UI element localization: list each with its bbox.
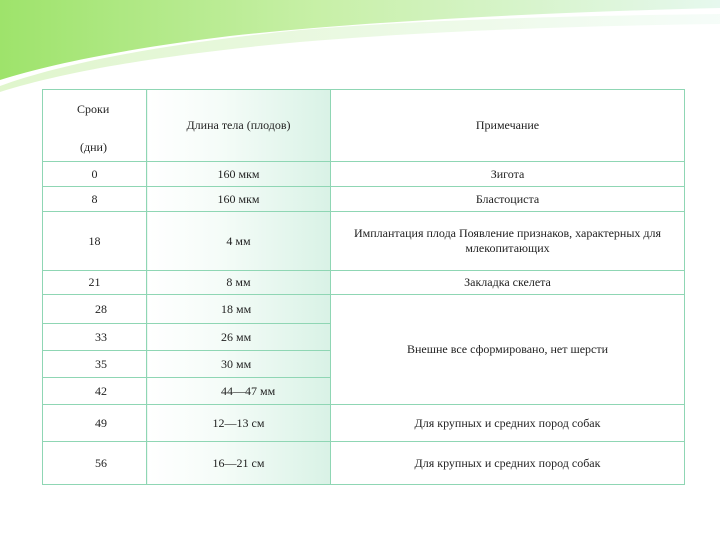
table-row xyxy=(43,405,685,442)
cell-length: 160 мкм xyxy=(147,187,331,212)
header-note: Примечание xyxy=(331,90,685,162)
table-row xyxy=(43,271,685,295)
cell-day: 35 xyxy=(43,351,147,378)
cell-length: 30 мм xyxy=(147,351,331,378)
header-time xyxy=(43,90,147,162)
table-row xyxy=(43,162,685,187)
cell-day: 49 xyxy=(43,405,147,442)
cell-length: 26 мм xyxy=(147,324,331,351)
decorative-swoosh xyxy=(0,0,720,100)
cell-length: 160 мкм xyxy=(147,162,331,187)
header-length: Длина тела (плодов) xyxy=(147,90,331,162)
cell-length: 12—13 см xyxy=(147,405,331,442)
cell-day: 28 xyxy=(43,295,147,324)
table-row xyxy=(43,295,685,324)
cell-note: Для крупных и средних пород собак xyxy=(331,442,685,485)
cell-length: 16—21 см xyxy=(147,442,331,485)
cell-day: 42 xyxy=(43,378,147,405)
fetal-development-table xyxy=(42,89,685,485)
cell-note-text: Внешне все сформировано, нет шерсти xyxy=(406,342,609,356)
table-header-row xyxy=(43,90,685,162)
table-row xyxy=(43,212,685,271)
cell-day: 33 xyxy=(43,324,147,351)
cell-day: 0 xyxy=(43,162,147,187)
cell-day: 56 xyxy=(43,442,147,485)
cell-note: Закладка скелета xyxy=(331,271,685,295)
cell-note: Бластоциста xyxy=(331,187,685,212)
header-time-label: Сроки xyxy=(77,102,110,116)
header-time-unit: (дни) xyxy=(80,140,107,154)
cell-note xyxy=(331,295,685,405)
table-row xyxy=(43,187,685,212)
table-row xyxy=(43,442,685,485)
cell-length: 44—47 мм xyxy=(147,378,331,405)
cell-day: 8 xyxy=(43,187,147,212)
cell-length: 18 мм xyxy=(147,295,331,324)
cell-note: Для крупных и средних пород собак xyxy=(331,405,685,442)
cell-note: Имплантация плода Появление признаков, характерных для млекопитающих xyxy=(331,212,685,271)
cell-length: 8 мм xyxy=(147,271,331,295)
cell-note: Зигота xyxy=(331,162,685,187)
cell-day: 18 xyxy=(43,212,147,271)
cell-length: 4 мм xyxy=(147,212,331,271)
cell-day: 21 xyxy=(43,271,147,295)
